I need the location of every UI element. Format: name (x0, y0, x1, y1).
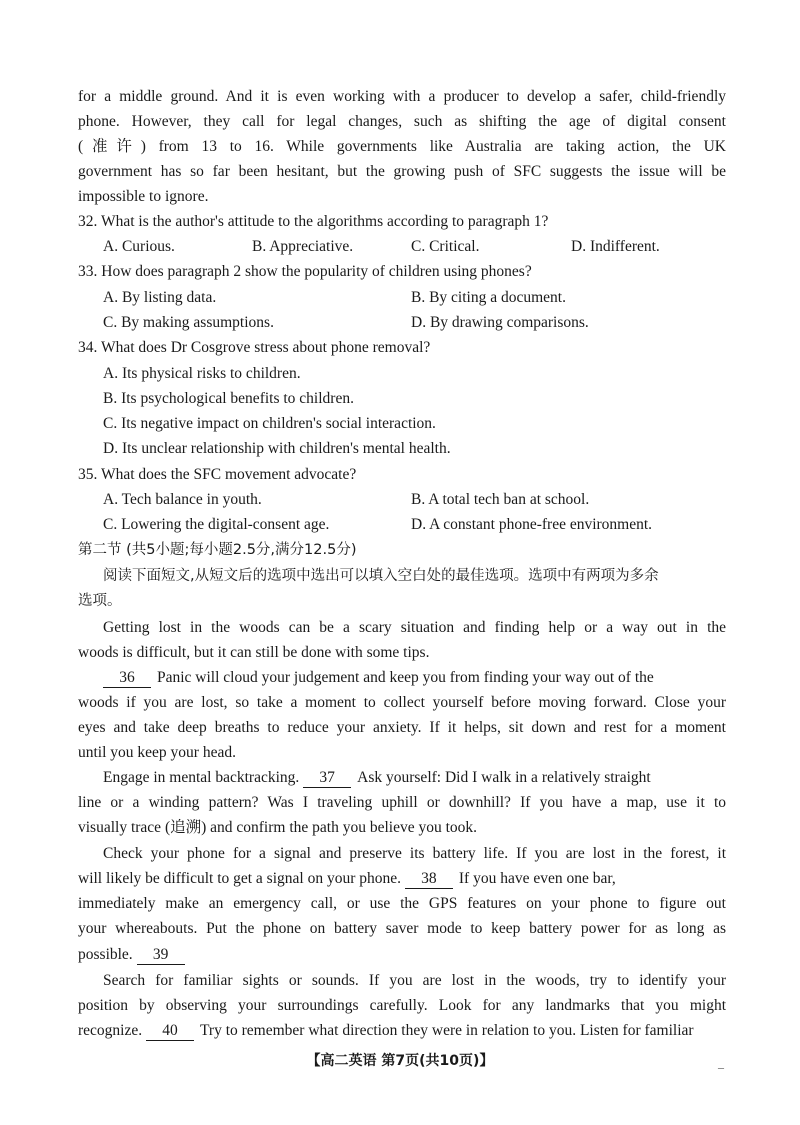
section-heading: 第二节 (共5小题;每小题2.5分,满分12.5分) (78, 542, 357, 558)
section-instruction: 选项。 (78, 593, 122, 609)
passage-line: Getting lost in the woods can be a scary situation and finding help or a way out in the (103, 619, 726, 636)
passage-line: until you keep your head. (78, 744, 236, 761)
blank-36[interactable]: 36 (103, 669, 151, 688)
option-32-b[interactable]: B. Appreciative. (252, 238, 354, 255)
passage-line: government has so far been hesitant, but the growing push of SFC suggests the issue will be (78, 163, 726, 180)
blank-39[interactable]: 39 (137, 946, 185, 965)
passage-line: line or a winding pattern? Was I traveling uphill or downhill? If you have a map, use it to (78, 794, 726, 811)
passage-line: position by observing your surroundings carefully. Look for any landmarks that you might (78, 997, 726, 1014)
passage-line: (准许) from 13 to 16. While governments like Australia are taking action, the UK (78, 138, 726, 155)
option-32-a[interactable]: A. Curious. (103, 238, 175, 255)
option-34-c[interactable]: C. Its negative impact on children's social interaction. (103, 415, 436, 432)
passage-line: impossible to ignore. (78, 188, 209, 205)
passage-line (78, 866, 726, 891)
passage-text: will likely be difficult to get a signal on your phone. (78, 870, 402, 887)
passage-line (78, 1018, 726, 1043)
option-34-a[interactable]: A. Its physical risks to children. (103, 365, 301, 382)
passage-line: woods if you are lost, so take a moment to collect yourself before moving forward. Close your (78, 694, 726, 711)
question-stem-35: 35. What does the SFC movement advocate? (78, 466, 357, 483)
question-stem-33: 33. How does paragraph 2 show the popularity of children using phones? (78, 263, 532, 280)
option-33-c[interactable]: C. By making assumptions. (103, 314, 274, 331)
blank-40[interactable]: 40 (146, 1022, 194, 1041)
passage-text: If you have even one bar, (458, 870, 616, 887)
passage-line: eyes and take deep breaths to reduce your anxiety. If it helps, sit down and rest for a moment (78, 719, 726, 736)
passage-line (103, 765, 726, 790)
option-35-d[interactable]: D. A constant phone-free environment. (411, 516, 653, 533)
option-35-c[interactable]: C. Lowering the digital-consent age. (103, 516, 330, 533)
passage-text: Ask yourself: Did I walk in a relatively straight (357, 769, 651, 786)
passage-text: Panic will cloud your judgement and keep you from finding your way out of the (157, 669, 654, 686)
option-33-d[interactable]: D. By drawing comparisons. (411, 314, 589, 331)
passage-line (78, 942, 726, 967)
passage-line: your whereabouts. Put the phone on battery saver mode to keep battery power for as long as (78, 920, 726, 937)
option-34-b[interactable]: B. Its psychological benefits to children. (103, 390, 354, 407)
passage-line: woods is difficult, but it can still be done with some tips. (78, 644, 430, 661)
option-35-a[interactable]: A. Tech balance in youth. (103, 491, 262, 508)
page-footer: 【高二英语 第7页(共10页)】 (306, 1053, 494, 1069)
option-35-b[interactable]: B. A total tech ban at school. (411, 491, 590, 508)
option-33-b[interactable]: B. By citing a document. (411, 289, 566, 306)
passage-line: Search for familiar sights or sounds. If you are lost in the woods, try to identify your (103, 972, 726, 989)
section-instruction: 阅读下面短文,从短文后的选项中选出可以填入空白处的最佳选项。选项中有两项为多余 (103, 568, 659, 584)
passage-line (103, 665, 726, 690)
passage-text: recognize. (78, 1022, 143, 1039)
passage-line: phone. However, they call for legal changes, such as shifting the age of digital consent (78, 113, 726, 130)
passage-text: Try to remember what direction they were in relation to you. Listen for familiar (200, 1022, 694, 1039)
passage-text: Engage in mental backtracking. (103, 769, 300, 786)
corner-mark: – (718, 1060, 724, 1074)
passage-line: Check your phone for a signal and preserve its battery life. If you are lost in the forest, it (103, 845, 726, 862)
passage-line: for a middle ground. And it is even working with a producer to develop a safer, child-friendly (78, 88, 726, 105)
passage-text: possible. (78, 946, 133, 963)
question-stem-34: 34. What does Dr Cosgrove stress about phone removal? (78, 339, 431, 356)
option-32-d[interactable]: D. Indifferent. (571, 238, 660, 255)
blank-37[interactable]: 37 (303, 769, 351, 788)
question-stem-32: 32. What is the author's attitude to the algorithms according to paragraph 1? (78, 213, 549, 230)
passage-line: visually trace (追溯) and confirm the path you believe you took. (78, 819, 478, 836)
option-32-c[interactable]: C. Critical. (411, 238, 480, 255)
blank-38[interactable]: 38 (405, 870, 453, 889)
option-34-d[interactable]: D. Its unclear relationship with children's mental health. (103, 440, 451, 457)
option-33-a[interactable]: A. By listing data. (103, 289, 217, 306)
passage-line: immediately make an emergency call, or use the GPS features on your phone to figure out (78, 895, 726, 912)
